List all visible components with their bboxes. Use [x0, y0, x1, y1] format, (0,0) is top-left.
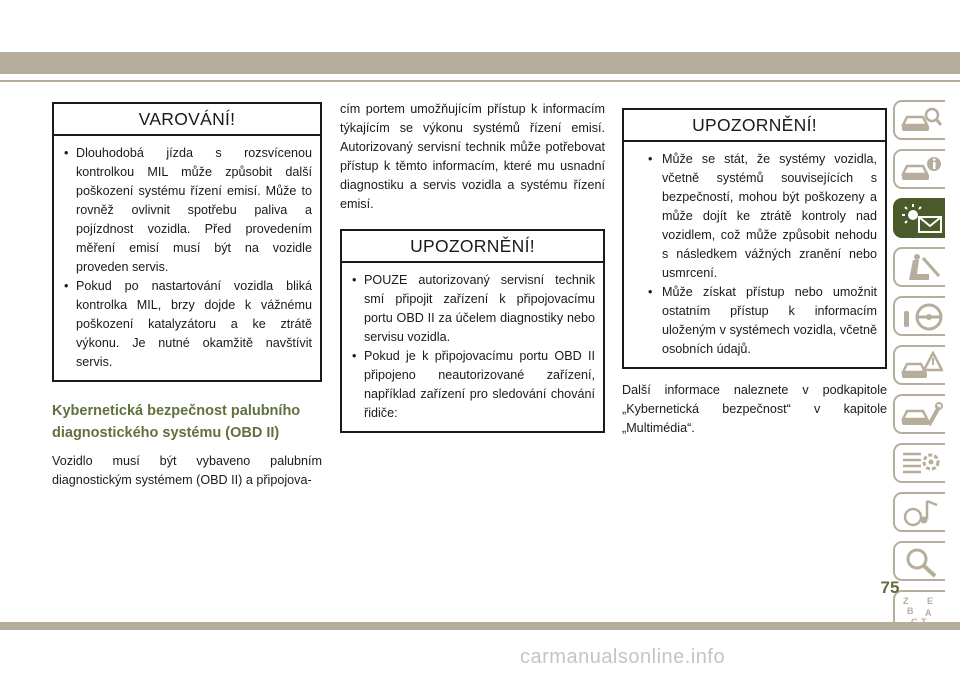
caution-item: • Může se stát, že systémy vozidla, včetně systémů souvisejících s bezpečností, mohou být poškozeny a může dojít ke ztrátě kontroly nad vozidlem, což může způsobit nehodu s následkem vážných zranění nebo usmrcení. [634, 150, 877, 283]
tab-specifications[interactable] [893, 443, 945, 483]
column-1 [52, 102, 322, 490]
caution-box [622, 108, 887, 369]
svg-text:E: E [927, 596, 934, 606]
specifications-gear-icon [899, 448, 943, 480]
warning-item: • Pokud po nastartování vozidla bliká kontrolka MIL, brzy dojde k vážnému poškození katalyzátoru a ke ztrátě výkonu. Je nutné okamžitě navštívit servis. [64, 277, 312, 372]
chapter-tabs [893, 100, 945, 639]
warning-list [54, 136, 320, 380]
column-3 [622, 108, 887, 438]
caution-box [340, 229, 605, 433]
airbag-seat-icon [899, 252, 943, 284]
warning-box [52, 102, 322, 382]
tab-emergency[interactable] [893, 345, 945, 385]
tab-servicing[interactable] [893, 394, 945, 434]
tab-safety[interactable] [893, 247, 945, 287]
warning-item: • Dlouhodobá jízda s rozsvícenou kontrolkou MIL může způsobit další poškození systému řízení emisí. Může to rovněž ovlivnit spotřebu paliva a pojízdnost vozidla. Před provedením měření emisí musí být na vozidle proveden servis. [64, 144, 312, 277]
car-search-icon [899, 105, 943, 137]
caution-title: UPOZORNĚNÍ! [342, 231, 603, 263]
header-rule [0, 80, 960, 82]
tab-car-info[interactable] [893, 149, 945, 189]
warning-light-message-icon [899, 203, 943, 235]
tab-starting-driving[interactable] [893, 296, 945, 336]
body-paragraph: cím portem umožňujícím přístup k informacím týkajícím se výkonu systémů řízení emisí. Autorizovaný servisní technik může potřebovat přístup k těmto informacím, které mu usnadní diagnostiku a servis vozidla a systému řízení emisí. [340, 102, 605, 211]
caution-list [624, 142, 885, 367]
column-2 [340, 100, 605, 433]
warning-title: VAROVÁNÍ! [54, 104, 320, 136]
page-number: 75 [880, 578, 900, 597]
caution-item: • Pokud je k připojovacímu portu OBD II připojeno neautorizované zařízení, například zařízení pro sledování chování řidiče: [352, 347, 595, 423]
svg-text:B: B [907, 606, 914, 616]
svg-text:A: A [925, 608, 932, 618]
tab-index-search[interactable] [893, 541, 945, 581]
search-index-icon [899, 546, 943, 578]
caution-item: • POUZE autorizovaný servisní technik smí připojit zařízení k připojovacímu portu OBD II za účelem diagnostiky nebo servisu vozidla. [352, 271, 595, 347]
watermark: carmanualsonline.info [520, 646, 726, 668]
car-hazard-icon [899, 350, 943, 382]
caution-title: UPOZORNĚNÍ! [624, 110, 885, 142]
steering-wheel-icon [899, 301, 943, 333]
car-service-icon [899, 399, 943, 431]
body-paragraph: Vozidlo musí být vybaveno palubním diagnostickým systémem (OBD II) a připojova- [52, 454, 322, 487]
body-paragraph: Další informace naleznete v podkapitole „Kybernetická bezpečnost“ v kapitole „Multimédia“. [622, 383, 887, 435]
tab-warning-lights[interactable] [893, 198, 945, 238]
caution-item: • Může získat přístup nebo umožnit ostatním přístup k informacím uloženým v systémech vozidla, včetně osobních údajů. [634, 283, 877, 359]
caution-list [342, 263, 603, 431]
section-heading: Kybernetická bezpečnost palubního diagnostického systému (OBD II) [52, 403, 301, 441]
tab-multimedia[interactable] [893, 492, 945, 532]
footer-band [0, 622, 960, 630]
car-info-icon [899, 154, 943, 186]
tab-car-search[interactable] [893, 100, 945, 140]
header-band [0, 52, 960, 74]
svg-text:Z: Z [903, 596, 909, 606]
multimedia-music-icon [899, 497, 943, 529]
